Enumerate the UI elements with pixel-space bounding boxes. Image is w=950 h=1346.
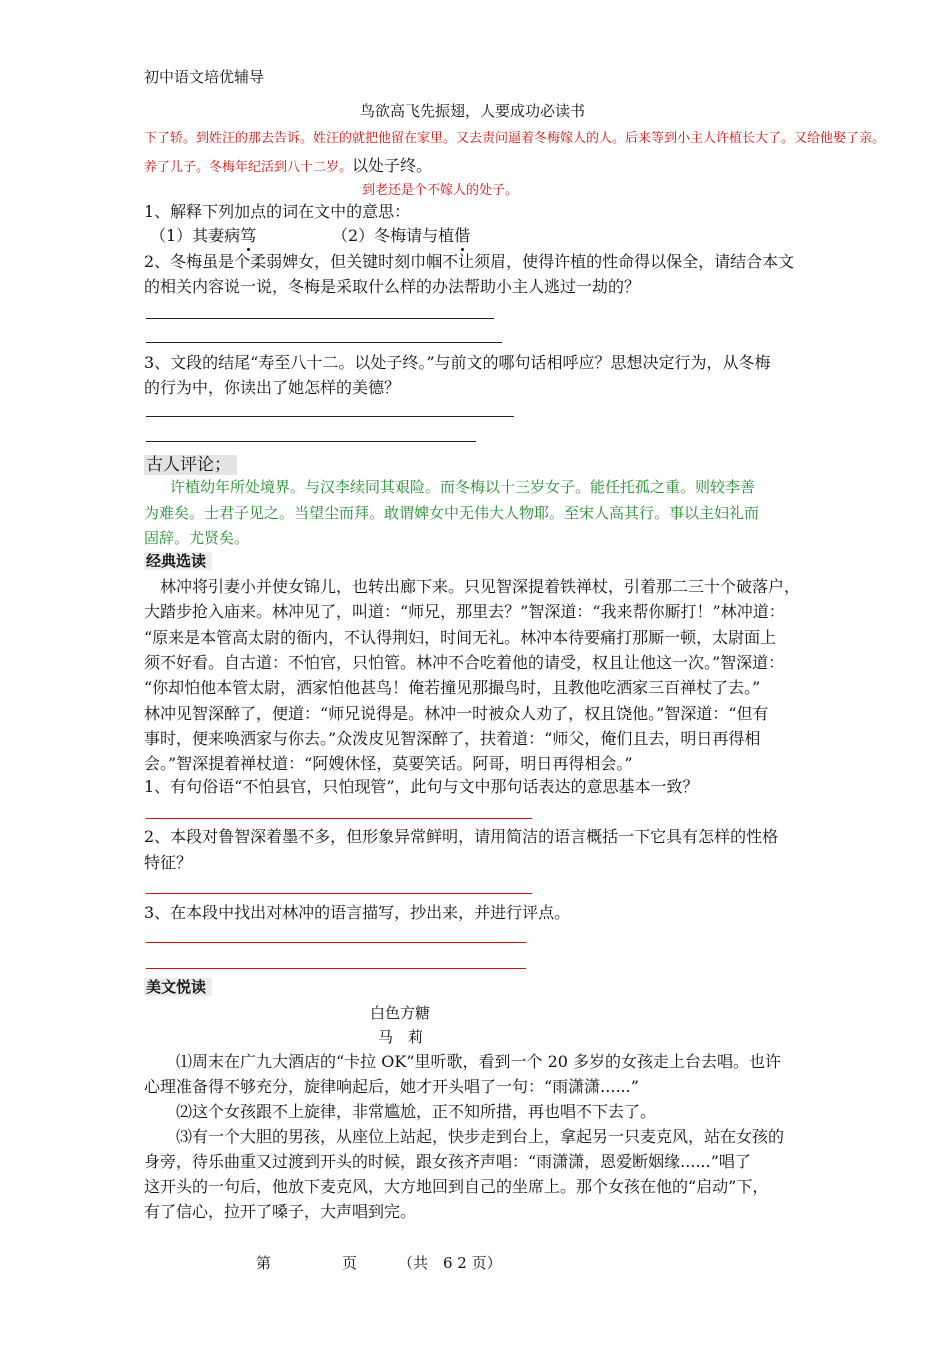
question-1-item-1 xyxy=(150,223,256,249)
essay-section-title: 美文悦读 xyxy=(144,978,212,996)
comment-heading xyxy=(144,450,237,475)
translation-note-line2 xyxy=(144,153,432,179)
answer-line xyxy=(146,942,526,943)
footer-total-pages: （共 6 2 页） xyxy=(398,1254,502,1272)
classic-question-2-line-1: 2、本段对鲁智深着墨不多，但形象异常鲜明，请用简洁的语言概括一下它具有怎样的性格 xyxy=(144,827,779,846)
footer-page-label: 第 xyxy=(256,1254,272,1272)
essay-p1-line-1: ⑴周末在广九大酒店的“卡拉 OK”里听歌，看到一个 20 多岁的女孩走上台去唱。也许 xyxy=(144,1052,782,1071)
item-2-text: （2）冬梅请与植 xyxy=(332,226,455,245)
question-3-line-2: 的行为中，你读出了她怎样的美德？ xyxy=(144,378,401,397)
essay-author: 马 莉 xyxy=(378,1028,424,1046)
essay-p3-line-4: 有了信心，拉开了嗓子，大声唱到完。 xyxy=(144,1202,417,1221)
classic-passage-line: “你却怕他本管太尉，洒家怕他甚鸟！俺若撞见那撮鸟时，且教他吃洒家三百禅杖了去。” xyxy=(144,678,761,697)
essay-heading xyxy=(144,976,212,997)
essay-title: 白色方糖 xyxy=(370,1004,431,1022)
classic-passage-line: 大踏步抢入庙来。林冲见了，叫道：“师兄，那里去？”智深道：“我来帮你厮打！”林冲道： xyxy=(144,602,785,621)
comment-line-1: 许植幼年所处境界。与汉李续同其艰险。而冬梅以十三岁女子。能任托孤之重。则较李善 xyxy=(170,478,756,496)
answer-line xyxy=(146,968,526,969)
question-1: 1、解释下列加点的词在文中的意思： xyxy=(144,202,411,221)
document-motto: 鸟欲高飞先振翅，人要成功必读书 xyxy=(360,102,586,120)
translation-note-line3: 到老还是个不嫁人的处子。 xyxy=(362,183,519,198)
dotted-word-1: 笃 xyxy=(240,226,257,245)
question-1-item-2 xyxy=(332,223,470,249)
document-header: 初中语文培优辅导 xyxy=(144,68,265,86)
comment-line-2: 为难矣。士君子见之。当望尘而拜。敢谓婢女中无伟大人物耶。至宋人高其行。事以主妇礼而 xyxy=(144,504,760,522)
classic-question-1: 1、有句俗语“不怕县官，只怕现管”，此句与文中那句话表达的意思基本一致？ xyxy=(144,777,699,796)
footer-page-unit: 页 xyxy=(342,1254,358,1272)
answer-line xyxy=(146,342,502,343)
essay-p3-line-2: 身旁，待乐曲重又过渡到开头的时候，跟女孩齐声唱：“雨潇潇，恩爱断姻缘......”唱了 xyxy=(144,1152,751,1171)
original-text-tail: 以处子终。 xyxy=(352,156,433,175)
answer-line xyxy=(146,318,494,319)
classic-title: 经典选读 xyxy=(144,552,212,570)
classic-heading xyxy=(144,550,212,571)
essay-p1-line-2: 心理准备得不够充分，旋律响起后，她才开头唱了一句：“雨潇潇......” xyxy=(144,1077,639,1096)
comment-line-3: 固辞。尤贤矣。 xyxy=(144,529,250,547)
answer-line xyxy=(146,893,532,894)
question-3-line-1: 3、文段的结尾“寿至八十二。以处子终。”与前文的哪句话相呼应？思想决定行为，从冬梅 xyxy=(144,353,771,372)
translation-note-line1: 下了轿。到姓汪的那去告诉。姓汪的就把他留在家里。又去责问逼着冬梅嫁人的人。后来等到小主人许植长大了。又给他娶了亲。 xyxy=(144,131,886,146)
classic-passage-line: 林冲将引妻小并使女锦儿，也转出廊下来。只见智深提着铁禅杖，引着那二三十个破落户， xyxy=(144,577,801,596)
classic-passage-line: 会。”智深提着禅杖道：“阿嫂休怪，莫要笑话。阿哥，明日再得相会。” xyxy=(144,754,633,773)
essay-p3-line-3: 这开头的一句后，他放下麦克风，大方地回到自己的坐席上。那个女孩在他的“启动”下， xyxy=(144,1177,769,1196)
dotted-word-2: 偕 xyxy=(454,226,471,245)
essay-p2: ⑵这个女孩跟不上旋律，非常尴尬，正不知所措，再也唱不下去了。 xyxy=(144,1102,657,1121)
classic-passage-line: 林冲见智深醉了，便道：“师兄说得是。林冲一时被众人劝了，权且饶他。”智深道：“但有 xyxy=(144,704,769,723)
answer-line xyxy=(146,441,476,442)
answer-line xyxy=(146,818,532,819)
answer-line xyxy=(146,416,514,417)
classic-passage-line: 须不好看。自古道：不怕官，只怕管。林冲不合吃着他的请受，权且让他这一次。”智深道： xyxy=(144,653,785,672)
classic-question-2-line-2: 特征？ xyxy=(144,853,193,872)
question-2-line-2: 的相关内容说一说，冬梅是采取什么样的办法帮助小主人逃过一劫的？ xyxy=(144,277,641,296)
question-2-line-1: 2、冬梅虽是个柔弱婢女，但关键时刻巾帼不让须眉，使得许植的性命得以保全，请结合本文 xyxy=(144,252,795,271)
item-1-text: （1）其妻病 xyxy=(150,226,241,245)
classic-question-3: 3、在本段中找出对林冲的语言描写，抄出来，并进行评点。 xyxy=(144,903,571,922)
translation-note-line2-text: 养了儿子。冬梅年纪活到八十二岁。 xyxy=(144,160,353,175)
classic-passage-line: “原来是本管高太尉的衙内，不认得荆妇，时间无礼。林冲本待要痛打那厮一顿，太尉面上 xyxy=(144,628,777,647)
comment-title: 古人评论； xyxy=(144,455,237,475)
classic-passage-line: 事时，便来唤洒家与你去。”众泼皮见智深醉了，扶着道：“师父，俺们且去，明日再得相 xyxy=(144,729,761,748)
essay-p3-line-1: ⑶有一个大胆的男孩，从座位上站起，快步走到台上，拿起另一只麦克风，站在女孩的 xyxy=(144,1127,785,1146)
